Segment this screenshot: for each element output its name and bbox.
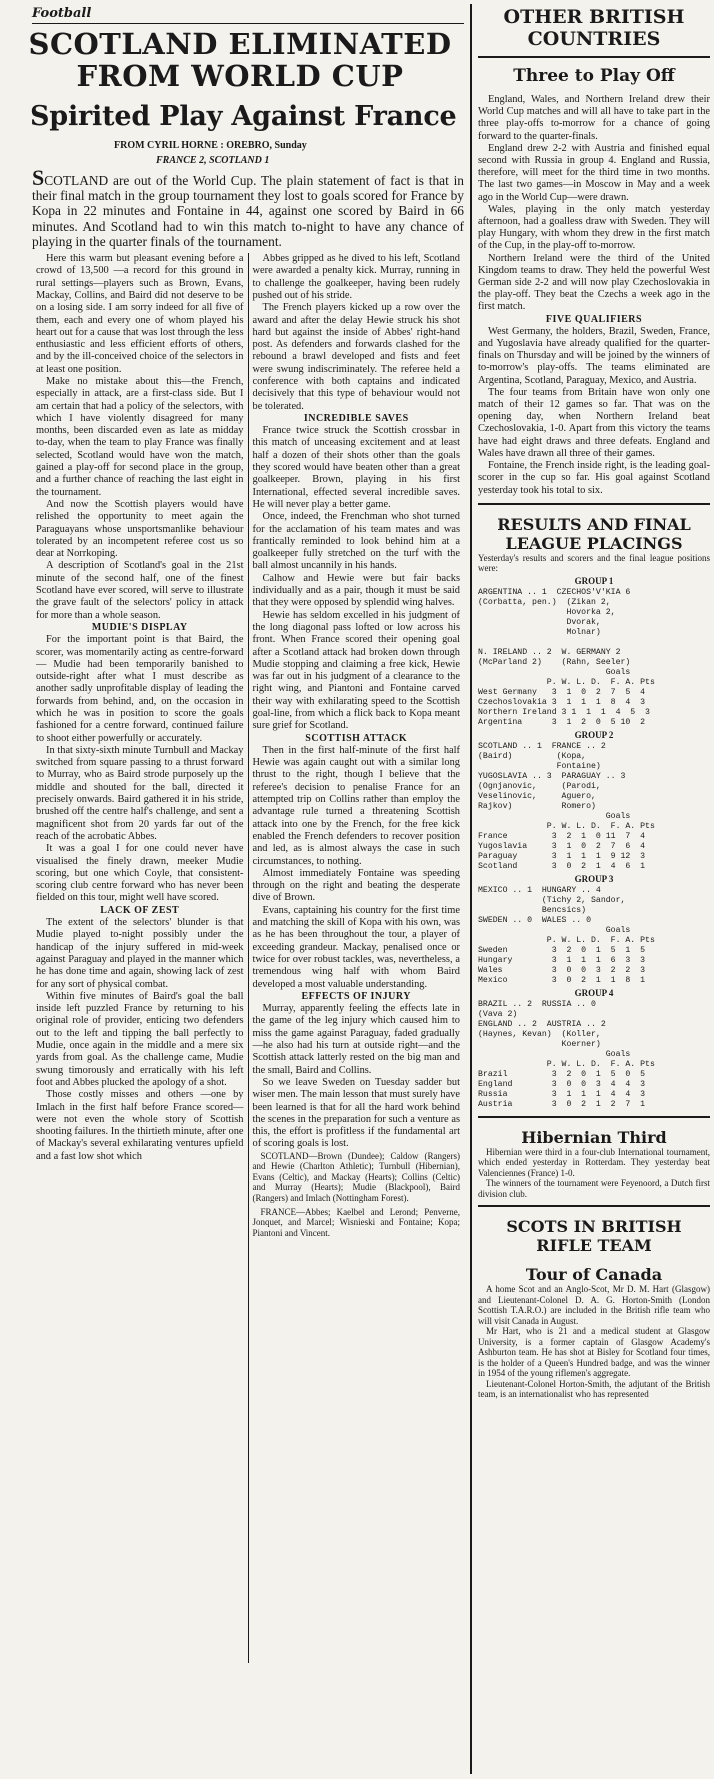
rifle-headline-line-2: RIFLE TEAM — [536, 1236, 652, 1256]
paragraph: In that sixty-sixth minute Turnbull and Mackay switched from square passing to a thrust forward to Murray, who as Baird strode purposely up the middle and shouted for the ball, directed it precisely onwards. Baird gathered it in his stride, brushed off the centre half's challenge, and sent a magnificent shot from 20 yards far out of the reach of the acrobatic Abbes. — [36, 744, 244, 842]
article-column-2 — [248, 253, 465, 1663]
hibernian-headline: Hibernian Third — [521, 1127, 667, 1147]
paragraph: The extent of the selectors' blunder is that Mudie played to-night possibly under the handicap of the injury suffered in mid-week against Paraguay and played in the manner which he has done time and again, showing lack of zest for any sort of physical combat. — [36, 917, 244, 990]
paragraph: The four teams from Britain have won only one match of their 12 games so far. That was on the opening day, when Northern Ireland beat Czechoslovakia, 1-0. Apart from this victory the teams have had eight draws and three defeats. England and Wales have drawn all three of their games. — [478, 386, 710, 459]
sidebar-headline-line-1: OTHER BRITISH — [503, 6, 685, 28]
group-table: BRAZIL .. 2 RUSSIA .. 0 (Vava 2) ENGLAND .. 2 AUSTRIA .. 2 (Haynes, Kevan) (Koller, Koerner) Goals P. W. L. D. F. A. Pts Brazil 3 2 0 1 5 0 5 England 3 0 0 3 4 4 3 Russia 3 1 1 1 4 4 3 Austria 3 0 2 1 2 7 1 — [478, 999, 655, 1109]
paragraph: For the important point is that Baird, the scorer, was momentarily acting as centre-forward — Mudie had been temporarily banished to outside-right after what I must describe as another sadly unprofitable display of leading the forwards from behind, and, on the occasion in which he was in position to score the goals fashioned for a centre forward, continued failure to shoot either powerfully or accurately. — [36, 634, 244, 744]
paragraph: England drew 2-2 with Austria and finished equal second with Russia in group 4. England and Russia, therefore, will meet for the third time in two months. The last two games—in Moscow in May and a week ago in the World Cup—were drawn. — [478, 142, 710, 203]
paragraph: Wales, playing in the only match yesterday afternoon, had a goalless draw with Sweden. They will play Hungary, with whom they drew in the first match of the Cup, in the play-off to-morrow. — [478, 203, 710, 252]
results-headline-line-2: LEAGUE PLACINGS — [505, 533, 683, 553]
paragraph: A description of Scotland's goal in the 21st minute of the second half, one of the finest Scotland have ever scored, will serve to illustrate the grave fault of the selectors' policy in attack for more than a whole season. — [36, 560, 244, 621]
section-rule — [478, 1116, 710, 1118]
group-table: ARGENTINA .. 1 CZECHOS'V'KIA 6 (Corbatta, pen.) (Zikan 2, Hovorka 2, Dvorak, Molnar) N. IRELAND .. 2 W. GERMANY 2 (McParland 2) (Rahn, Seeler) Goals P. W. L. D. F. A. Pts West Germany 3 1 0 2 7 5 4 Czechoslovakia 3 1 1 1 8 4 3 Northern Ireland 3 1 1 1 4 5 3 Argentina 3 1 2 0 5 10 2 — [478, 587, 655, 727]
paragraph: And now the Scottish players would have relished the opportunity to meet again the Paraguayans whose unsportsmanlike behaviour tolerated by an incompetent referee cost us so dear at Norrkoping. — [36, 498, 244, 560]
sidebar-articles — [478, 0, 710, 1779]
results-headline — [478, 515, 710, 553]
paragraph: Make no mistake about this—the French, especially in attack, are a first-class side. But I am certain that had a policy of the selectors, with which I have violently disagreed for many months, been discarded even as late as midday to-day, when the team to play France was finally selected, Scotland would have won the match, gained a play-off for second place in the group, and a further chance of reaching the last eight in the tournament. — [36, 375, 244, 498]
group-label: GROUP 3 — [574, 873, 614, 884]
paragraph: Mr Hart, who is 21 and a medical student at Glasgow University, is a former captain of Glasgow Academy's Ashburton team. He has shot at Bisley for Scotland four times, is the holder of a Queen's Hundred badge, and was the winner in 1954 of the young riflemen's aggregate. — [478, 1326, 710, 1379]
match-score: FRANCE 2, SCOTLAND 1 — [156, 155, 270, 166]
article-columns — [32, 253, 464, 1663]
sidebar-subhead: Three to Play Off — [478, 56, 710, 94]
paragraph: Hibernian were third in a four-club International tournament, which ended yesterday in Rotterdam. They yesterday beat Valenciennes (France) 1-0. — [478, 1146, 710, 1178]
lineup-scotland: SCOTLAND—Brown (Dundee); Caldow (Rangers) and Hewie (Charlton Athletic); Turnbull (Hibernian), Evans (Celtic), and Mackay (Hearts); Collins (Celtic) and Murray (Hearts); Mudie (Blackpool), Baird (Rangers) and Imlach (Nottingham Forest). — [252, 1150, 460, 1204]
kicker-rule — [32, 23, 464, 24]
headline — [6, 28, 464, 92]
crosshead-saves: INCREDIBLE SAVES — [303, 412, 409, 424]
rifle-subhead: Tour of Canada — [525, 1265, 663, 1285]
paragraph: The winners of the tournament were Feyenoord, a Dutch first division club. — [478, 1178, 710, 1199]
crosshead-attack: SCOTTISH ATTACK — [305, 732, 408, 744]
section-rule — [478, 1205, 710, 1207]
paragraph: Abbes gripped as he dived to his left, Scotland were awarded a penalty kick. Murray, running in to challenge the goalkeeper, having been rudely pushed out of his stride. — [252, 253, 460, 301]
paragraph: Almost immediately Fontaine was speeding through on the right and beating the desperate dive of Brown. — [252, 867, 460, 904]
headline-line-2: FROM WORLD CUP — [76, 59, 404, 93]
paragraph: Fontaine, the French inside right, is the leading goal-scorer in the cup so far. His goal against Scotland yesterday took his total to six. — [478, 460, 710, 496]
paragraph: Hewie has seldom excelled in his judgment of the long diagonal pass lofted or low across his front. When France scored their opening goal after a Scotland attack had broken down through Mudie stopping and claiming a free kick, Hewie was far out in his judgment of a clearance to the right wing, and Piantoni and Fontaine carved their way with exhilarating speed to the Scottish goal-line, from which a flick back to Kopa meant sure grief for Scotland. — [252, 609, 460, 732]
column-divider — [470, 4, 472, 1774]
group-label: GROUP 4 — [574, 987, 614, 998]
paragraph: It was a goal I for one could never have visualised the finely drawn, meeker Mudie scoring, but one which Coyle, that consistent-scoring club centre forward who has never been fielded on this tour, might well have scored. — [36, 843, 244, 904]
team-lineups — [253, 1151, 461, 1239]
paragraph: Within five minutes of Baird's goal the ball inside left puzzled France by returning to his original role of provider, enticing two defenders out to the left and tipping the ball perfectly to Mudie, once again in the middle and a mere six yards from goal. As the challenge came, Mudie swung timorously and erratically with his left foot and Abbes plucked the apology of a shot. — [36, 990, 244, 1088]
paragraph: Here this warm but pleasant evening before a crowd of 13,500 —a record for this ground in rural settings—players such as Brown, Evans, Mackay, Collins, and Baird did not deserve to be on a losing side. I am sorry indeed for all five of them, each and every one of whom played his heart out for a cause that was lost through the less enthusiastic and less efficient efforts of others, and by the ill-conceived choice of the selectors in at least one position. — [36, 253, 244, 375]
group-label: GROUP 1 — [574, 575, 614, 586]
section-rule — [478, 503, 710, 505]
results-tables — [478, 576, 710, 1110]
lineup-france: FRANCE—Abbes; Kaelbel and Lerond; Penverne, Jonquet, and Marcel; Wisnieski and Fontaine; Kopa; Piantoni and Vincent. — [252, 1206, 460, 1238]
subheadline: Spirited Play Against France — [30, 101, 457, 132]
hibernian-body — [478, 1147, 710, 1200]
paragraph: England, Wales, and Northern Ireland drew their World Cup matches and will all have to take part in the three play-offs to-morrow for a chance of going forward to the quarter-finals. — [478, 94, 710, 142]
paragraph: Lieutenant-Colonel Horton-Smith, the adjutant of the British team, is an internationalist who has represented — [478, 1378, 710, 1400]
paragraph: So we leave Sweden on Tuesday sadder but wiser men. The main lesson that must surely have been learned is that for all the hard work behind the scenes in the preparation for such a venture as this, the effort is profitless if the fundamental art of scoring goals is lost. — [252, 1076, 460, 1150]
paragraph: Evans, captaining his country for the first time and matching the skill of Kopa with his own, was as he has been throughout the tour, a player of exceeding grandeur. Mackay, penalised once or twice for over robust tackles, was, nevertheless, a tremendous wing half with whom Baird developed a most valuable understanding. — [252, 904, 460, 990]
rifle-headline — [478, 1217, 710, 1255]
results-intro: Yesterday's results and scorers and the final league positions were: — [478, 552, 710, 574]
sidebar-headline — [478, 6, 710, 50]
paragraph: The French players kicked up a row over the award and after the delay Hewie struck his shot hard but against the inside of Abbes' right-hand post. As defenders and forwards clashed for the rebound a brawl developed and fists and feet were swung indiscriminately. The referee held a conference with both captains and indicated decisively that this type of behaviour would not be tolerated. — [252, 302, 460, 412]
crosshead-injury: EFFECTS OF INJURY — [301, 990, 411, 1002]
group-table: SCOTLAND .. 1 FRANCE .. 2 (Baird) (Kopa, Fontaine) YUGOSLAVIA .. 3 PARAGUAY .. 3 (Ognjanovic, (Parodi, Veselinovic, Aguero, Rajkov) Romero) Goals P. W. L. D. F. A. Pts France 3 2 1 0 11 7 4 Yugoslavia 3 1 0 2 7 6 4 Paraguay 3 1 1 1 9 12 3 Scotland 3 0 2 1 4 6 1 — [478, 741, 655, 871]
rifle-headline-line-1: SCOTS IN BRITISH — [506, 1217, 682, 1237]
crosshead-mudie: MUDIE'S DISPLAY — [91, 621, 188, 633]
results-headline-line-1: RESULTS AND FINAL — [497, 514, 691, 534]
paragraph: A home Scot and an Anglo-Scot, Mr D. M. Hart (Glasgow) and Lieutenant-Colonel D. A. G. Horton-Smith (London Scottish T.A.R.O.) are included in the British rifle team who will visit Canada in August. — [478, 1284, 710, 1326]
byline: FROM CYRIL HORNE : OREBRO, Sunday — [114, 140, 307, 151]
article-column-1 — [32, 253, 248, 1663]
lead-paragraph — [32, 165, 464, 249]
paragraph: France twice struck the Scottish crossbar in this match of unceasing excitement and at least half a dozen of their shots other than the goals they scored would have beaten other than a great goalkeeper. Brown, playing in his first International, effected several incredible saves. He will never play a better game. — [252, 425, 460, 510]
paragraph: Calhow and Hewie were but fair backs individually and as a pair, though it must be said that they were opposed by splendid wing halves. — [252, 572, 460, 609]
main-article — [6, 0, 464, 1779]
sidebar-headline-line-2: COUNTRIES — [527, 28, 661, 50]
paragraph: Northern Ireland were the third of the United Kingdom teams to draw. They held the powerful West German side 2-2 and will now play Czechoslovakia in the play-off. They beat the Czechs a week ago in the first match. — [478, 252, 710, 313]
paragraph: Once, indeed, the Frenchman who shot turned for the acclamation of his team mates and was frantically reminded to look behind him at a goalkeeper fully stretched on the turf with the ball almost uncannily in his hands. — [252, 511, 460, 572]
paragraph: Then in the first half-minute of the first half Hewie was again caught out with a similar long thrust to the right, though I believe that the referee's decision to penalise France for an attempted trip on Collins rather than employ the advantage rule turned a threatening Scottish attack into one by the French, for the free kick enabled the French defenders to recover position and led, as is almost always the case in such circumstances, to nothing. — [252, 744, 460, 867]
drop-cap: S — [32, 165, 45, 190]
crosshead-zest: LACK OF ZEST — [100, 904, 180, 916]
british-countries-body — [478, 94, 710, 497]
group-table: MEXICO .. 1 HUNGARY .. 4 (Tichy 2, Sandor, Bencsics) SWEDEN .. 0 WALES .. 0 Goals P. W. L. D. F. A. Pts Sweden 3 2 0 1 5 1 5 Hungary 3 1 1 1 6 3 3 Wales 3 0 0 3 2 2 3 Mexico 3 0 2 1 1 8 1 — [478, 885, 655, 985]
paragraph: Those costly misses and others —one by Imlach in the first half before France scored—were not even the whole story of Scottish shooting failures. In the thirtieth minute, after one of Mackay's several exhilarating ventures upfield and a fast low shot which — [36, 1089, 244, 1162]
section-kicker: Football — [32, 6, 92, 21]
rifle-body — [478, 1284, 710, 1400]
headline-line-1: SCOTLAND ELIMINATED — [28, 27, 452, 61]
crosshead-qualifiers: FIVE QUALIFIERS — [545, 313, 643, 325]
paragraph: Murray, apparently feeling the effects late in the game of the leg injury which caused him to miss the game against Paraguay, faded gradually—he also had his turn at outside right—and the Scottish attack latterly rested on the big man and the small, Baird and Collins. — [252, 1003, 460, 1076]
lead-text: COTLAND are out of the World Cup. The plain statement of fact is that in their final match in the group tournament they lost to goals scored for France by Kopa in 22 minutes and Fontaine in 44, against one scored by Baird in 66 minutes. And Scotland had to win this match to-night to have any chance of playing in the quarter finals of the tournament. — [32, 173, 464, 249]
group-label: GROUP 2 — [574, 729, 614, 740]
paragraph: West Germany, the holders, Brazil, Sweden, France, and Yugoslavia have already qualified for the quarter-finals on Thursday and will be joined by the winners of to-morrow's play-offs. The teams eliminated are Argentina, Scotland, Paraguay, Mexico, and Austria. — [478, 325, 710, 386]
